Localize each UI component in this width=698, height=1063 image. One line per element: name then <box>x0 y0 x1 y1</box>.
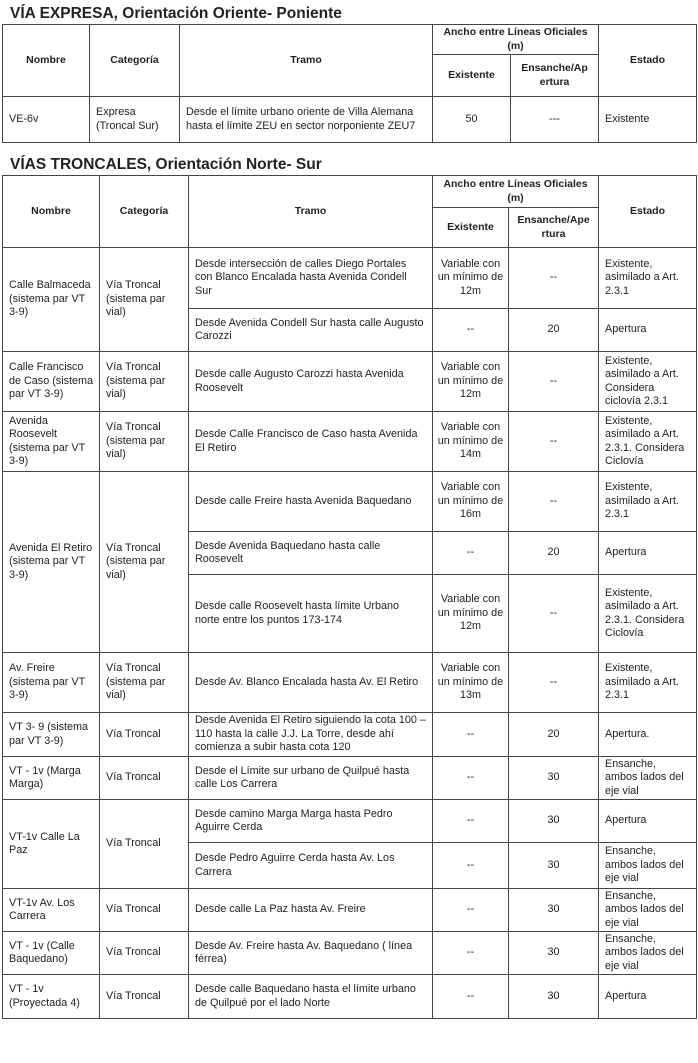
troncal-tramo: Desde camino Marga Marga hasta Pedro Aguirre Cerda <box>189 800 433 843</box>
troncales-table <box>2 175 697 1019</box>
troncal-ensanche: 30 <box>509 932 599 975</box>
troncales-header-categoria: Categoría <box>100 176 189 248</box>
troncal-ensanche: 30 <box>509 975 599 1019</box>
troncal-existente: Variable con un mínimo de 12m <box>433 248 509 309</box>
troncal-estado: Existente, asimilado a Art. 2.3.1. Considera Ciclovía <box>599 412 697 472</box>
troncal-tramo: Desde calle Baquedano hasta el límite urbano de Quilpué por el lado Norte <box>189 975 433 1019</box>
express-existente: 50 <box>433 97 511 143</box>
troncal-existente: -- <box>433 889 509 932</box>
troncal-nombre: VT - 1v (Proyectada 4) <box>3 975 100 1019</box>
troncal-nombre: VT 3- 9 (sistema par VT 3-9) <box>3 713 100 757</box>
troncal-existente: -- <box>433 532 509 575</box>
troncal-nombre: Avenida Roosevelt (sistema par VT 3-9) <box>3 412 100 472</box>
troncal-existente: Variable con un mínimo de 14m <box>433 412 509 472</box>
troncal-tramo: Desde Av. Blanco Encalada hasta Av. El Retiro <box>189 653 433 713</box>
express-header-nombre: Nombre <box>3 25 90 97</box>
troncal-tramo: Desde Avenida Condell Sur hasta calle Augusto Carozzi <box>189 309 433 352</box>
troncal-existente: -- <box>433 309 509 352</box>
express-header-ensanche: Ensanche/Ap ertura <box>511 55 599 97</box>
troncal-row <box>3 975 697 1019</box>
troncales-header-ancho: Ancho entre Líneas Oficiales (m) <box>433 176 599 208</box>
troncal-ensanche: -- <box>509 352 599 412</box>
troncal-nombre: VT - 1v (Marga Marga) <box>3 757 100 800</box>
troncal-row <box>3 472 697 532</box>
troncal-row <box>3 412 697 472</box>
troncal-ensanche: -- <box>509 412 599 472</box>
troncal-categoria: Vía Troncal (sistema par vial) <box>100 472 189 653</box>
troncal-existente: Variable con un mínimo de 16m <box>433 472 509 532</box>
troncal-categoria: Vía Troncal <box>100 932 189 975</box>
troncal-tramo: Desde calle Freire hasta Avenida Baquedano <box>189 472 433 532</box>
troncal-row <box>3 932 697 975</box>
express-table <box>2 24 697 143</box>
troncal-row <box>3 889 697 932</box>
troncal-existente: -- <box>433 800 509 843</box>
troncal-row <box>3 352 697 412</box>
express-header-categoria: Categoría <box>90 25 180 97</box>
troncal-categoria: Vía Troncal (sistema par vial) <box>100 352 189 412</box>
express-ensanche: --- <box>511 97 599 143</box>
troncal-ensanche: 30 <box>509 843 599 889</box>
troncales-header-row-1 <box>3 176 697 208</box>
troncal-ensanche: -- <box>509 653 599 713</box>
express-estado: Existente <box>599 97 697 143</box>
troncales-header-ensanche: Ensanche/Ape rtura <box>509 208 599 248</box>
express-row <box>3 97 697 143</box>
express-header-row-1 <box>3 25 697 55</box>
troncal-estado: Apertura. <box>599 713 697 757</box>
troncal-tramo: Desde intersección de calles Diego Portales con Blanco Encalada hasta Avenida Condell Sur <box>189 248 433 309</box>
troncal-tramo: Desde Avenida El Retiro siguiendo la cota 100 – 110 hasta la calle J.J. La Torre, desde ahí comienza a subir hasta cota 120 <box>189 713 433 757</box>
troncales-body <box>3 248 697 1019</box>
troncal-estado: Apertura <box>599 309 697 352</box>
troncales-section-title: VÍAS TRONCALES, Orientación Norte- Sur <box>10 156 322 173</box>
troncal-ensanche: 30 <box>509 889 599 932</box>
troncal-estado: Existente, asimilado a Art. 2.3.1. Considera Ciclovía <box>599 575 697 653</box>
troncal-estado: Ensanche, ambos lados del eje vial <box>599 932 697 975</box>
troncal-estado: Apertura <box>599 532 697 575</box>
troncal-tramo: Desde calle La Paz hasta Av. Freire <box>189 889 433 932</box>
troncal-ensanche: 20 <box>509 713 599 757</box>
troncal-estado: Apertura <box>599 975 697 1019</box>
troncal-row <box>3 757 697 800</box>
troncal-estado: Ensanche, ambos lados del eje vial <box>599 843 697 889</box>
express-categoria: Expresa (Troncal Sur) <box>90 97 180 143</box>
troncal-categoria: Vía Troncal (sistema par vial) <box>100 248 189 352</box>
troncal-tramo: Desde calle Roosevelt hasta límite Urbano norte entre los puntos 173-174 <box>189 575 433 653</box>
troncal-ensanche: -- <box>509 472 599 532</box>
troncal-row <box>3 653 697 713</box>
troncales-header-existente: Existente <box>433 208 509 248</box>
troncal-existente: -- <box>433 975 509 1019</box>
troncal-existente: -- <box>433 843 509 889</box>
troncal-ensanche: 30 <box>509 800 599 843</box>
troncal-estado: Apertura <box>599 800 697 843</box>
troncal-nombre: VT-1v Av. Los Carrera <box>3 889 100 932</box>
troncal-estado: Existente, asimilado a Art. 2.3.1 <box>599 472 697 532</box>
troncal-estado: Ensanche, ambos lados del eje vial <box>599 889 697 932</box>
troncal-tramo: Desde Avenida Baquedano hasta calle Roosevelt <box>189 532 433 575</box>
troncal-categoria: Vía Troncal <box>100 757 189 800</box>
troncal-existente: Variable con un mínimo de 12m <box>433 352 509 412</box>
express-header-ancho: Ancho entre Líneas Oficiales (m) <box>433 25 599 55</box>
troncal-categoria: Vía Troncal (sistema par vial) <box>100 653 189 713</box>
troncal-row <box>3 713 697 757</box>
troncal-tramo: Desde Av. Freire hasta Av. Baquedano ( línea férrea) <box>189 932 433 975</box>
troncal-ensanche: 30 <box>509 757 599 800</box>
troncal-existente: Variable con un mínimo de 12m <box>433 575 509 653</box>
express-header-tramo: Tramo <box>180 25 433 97</box>
troncal-ensanche: 20 <box>509 532 599 575</box>
troncal-existente: -- <box>433 713 509 757</box>
troncales-header-tramo: Tramo <box>189 176 433 248</box>
troncal-row <box>3 248 697 309</box>
troncal-existente: -- <box>433 757 509 800</box>
troncal-row <box>3 800 697 843</box>
troncal-nombre: Av. Freire (sistema par VT 3-9) <box>3 653 100 713</box>
express-section-title: VÍA EXPRESA, Orientación Oriente- Poniente <box>10 5 342 22</box>
troncal-tramo: Desde el Límite sur urbano de Quilpué hasta calle Los Carrera <box>189 757 433 800</box>
troncal-tramo: Desde Calle Francisco de Caso hasta Avenida El Retiro <box>189 412 433 472</box>
troncal-categoria: Vía Troncal <box>100 800 189 889</box>
troncal-tramo: Desde calle Augusto Carozzi hasta Avenida Roosevelt <box>189 352 433 412</box>
express-header-existente: Existente <box>433 55 511 97</box>
troncal-ensanche: -- <box>509 575 599 653</box>
troncal-nombre: Avenida El Retiro (sistema par VT 3-9) <box>3 472 100 653</box>
troncal-estado: Existente, asimilado a Art. 2.3.1 <box>599 248 697 309</box>
troncal-nombre: VT-1v Calle La Paz <box>3 800 100 889</box>
troncal-nombre: VT - 1v (Calle Baquedano) <box>3 932 100 975</box>
express-nombre: VE-6v <box>3 97 90 143</box>
troncal-categoria: Vía Troncal <box>100 889 189 932</box>
troncal-categoria: Vía Troncal <box>100 713 189 757</box>
express-tramo: Desde el límite urbano oriente de Villa Alemana hasta el límite ZEU en sector norponiente ZEU7 <box>180 97 433 143</box>
troncal-categoria: Vía Troncal (sistema par vial) <box>100 412 189 472</box>
troncales-header-nombre: Nombre <box>3 176 100 248</box>
troncal-tramo: Desde Pedro Aguirre Cerda hasta Av. Los Carrera <box>189 843 433 889</box>
troncal-ensanche: -- <box>509 248 599 309</box>
troncal-existente: Variable con un mínimo de 13m <box>433 653 509 713</box>
troncal-estado: Existente, asimilado a Art. Considera ciclovía 2.3.1 <box>599 352 697 412</box>
troncal-nombre: Calle Balmaceda (sistema par VT 3-9) <box>3 248 100 352</box>
troncal-ensanche: 20 <box>509 309 599 352</box>
express-header-estado: Estado <box>599 25 697 97</box>
troncal-categoria: Vía Troncal <box>100 975 189 1019</box>
troncal-estado: Ensanche, ambos lados del eje vial <box>599 757 697 800</box>
troncales-header-estado: Estado <box>599 176 697 248</box>
troncal-nombre: Calle Francisco de Caso (sistema par VT 3-9) <box>3 352 100 412</box>
troncal-existente: -- <box>433 932 509 975</box>
troncal-estado: Existente, asimilado a Art. 2.3.1 <box>599 653 697 713</box>
